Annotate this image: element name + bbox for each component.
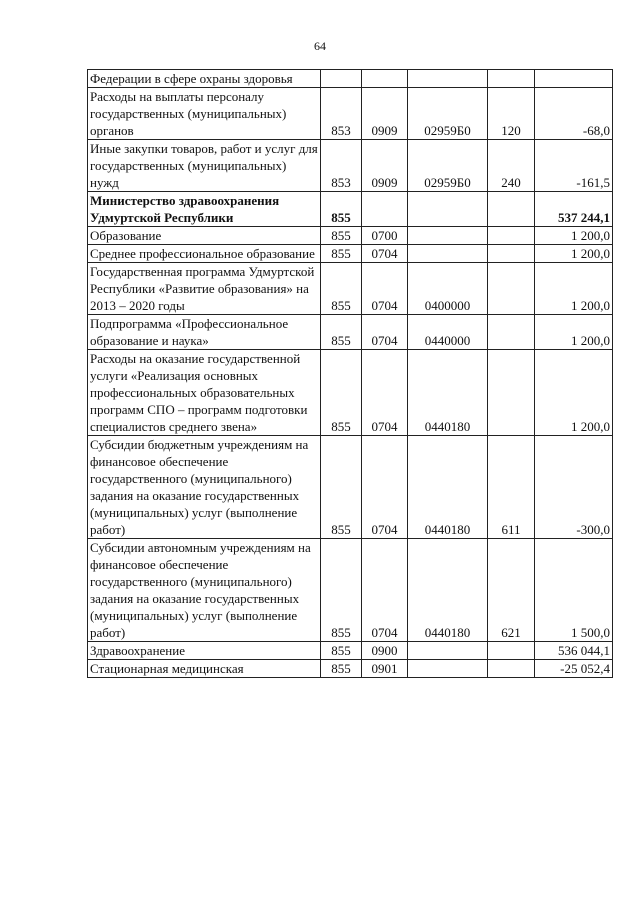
amount: 1 200,0 <box>535 315 613 350</box>
row-name: Государственная программа Удмуртской Республики «Развитие образования» на 2013 – 2020 годы <box>88 263 321 315</box>
ministry-code: 855 <box>321 192 362 227</box>
table-row <box>88 70 613 88</box>
table-row <box>88 539 613 642</box>
row-name: Расходы на выплаты персоналу государственных (муниципальных) органов <box>88 88 321 140</box>
table-row <box>88 350 613 436</box>
target-article-code <box>408 642 488 660</box>
target-article-code: 0440180 <box>408 436 488 539</box>
target-article-code: 0440180 <box>408 539 488 642</box>
target-article-code <box>408 245 488 263</box>
ministry-code: 853 <box>321 88 362 140</box>
expense-type-code <box>488 263 535 315</box>
expense-type-code <box>488 70 535 88</box>
amount: -25 052,4 <box>535 660 613 678</box>
row-name: Образование <box>88 227 321 245</box>
table-row <box>88 263 613 315</box>
ministry-code <box>321 70 362 88</box>
expense-type-code <box>488 642 535 660</box>
target-article-code <box>408 227 488 245</box>
amount: 1 200,0 <box>535 245 613 263</box>
ministry-code: 855 <box>321 350 362 436</box>
target-article-code: 0400000 <box>408 263 488 315</box>
target-article-code <box>408 192 488 227</box>
section-code: 0700 <box>362 227 408 245</box>
expense-type-code <box>488 350 535 436</box>
section-code: 0909 <box>362 140 408 192</box>
amount: 537 244,1 <box>535 192 613 227</box>
row-name: Здравоохранение <box>88 642 321 660</box>
amount: 1 200,0 <box>535 263 613 315</box>
table-row <box>88 88 613 140</box>
expense-type-code: 240 <box>488 140 535 192</box>
table-row <box>88 315 613 350</box>
ministry-code: 855 <box>321 245 362 263</box>
row-name: Расходы на оказание государственной услуги «Реализация основных профессиональных образовательных программ СПО – программ подготовки специалистов среднего звена» <box>88 350 321 436</box>
section-code: 0901 <box>362 660 408 678</box>
ministry-code: 855 <box>321 539 362 642</box>
expense-type-code: 611 <box>488 436 535 539</box>
section-code: 0704 <box>362 350 408 436</box>
row-name: Среднее профессиональное образование <box>88 245 321 263</box>
row-name: Стационарная медицинская <box>88 660 321 678</box>
row-name: Субсидии автономным учреждениям на финансовое обеспечение государственного (муниципального) задания на оказание государственных (муниципальных) услуг (выполнение работ) <box>88 539 321 642</box>
target-article-code: 0440180 <box>408 350 488 436</box>
row-name: Федерации в сфере охраны здоровья <box>88 70 321 88</box>
table-row <box>88 227 613 245</box>
amount: 1 200,0 <box>535 350 613 436</box>
expense-type-code: 621 <box>488 539 535 642</box>
expense-type-code <box>488 227 535 245</box>
amount: -161,5 <box>535 140 613 192</box>
amount <box>535 70 613 88</box>
target-article-code <box>408 660 488 678</box>
page-number: 64 <box>314 39 326 53</box>
target-article-code <box>408 70 488 88</box>
section-code: 0704 <box>362 436 408 539</box>
section-code: 0704 <box>362 315 408 350</box>
ministry-code: 855 <box>321 263 362 315</box>
table-row <box>88 642 613 660</box>
ministry-code: 855 <box>321 315 362 350</box>
table-row-ministry <box>88 192 613 227</box>
row-name: Субсидии бюджетным учреждениям на финансовое обеспечение государственного (муниципального) задания на оказание государственных (муниципальных) услуг (выполнение работ) <box>88 436 321 539</box>
table-row <box>88 140 613 192</box>
budget-table-body <box>88 70 613 678</box>
amount: -300,0 <box>535 436 613 539</box>
section-code: 0900 <box>362 642 408 660</box>
section-code: 0704 <box>362 263 408 315</box>
expense-type-code: 120 <box>488 88 535 140</box>
row-name: Подпрограмма «Профессиональное образование и наука» <box>88 315 321 350</box>
expense-type-code <box>488 315 535 350</box>
table-row <box>88 660 613 678</box>
expense-type-code <box>488 660 535 678</box>
section-code <box>362 70 408 88</box>
target-article-code: 0440000 <box>408 315 488 350</box>
table-row <box>88 436 613 539</box>
amount: 1 500,0 <box>535 539 613 642</box>
ministry-code: 855 <box>321 227 362 245</box>
expense-type-code <box>488 245 535 263</box>
amount: -68,0 <box>535 88 613 140</box>
ministry-code: 855 <box>321 436 362 539</box>
amount: 536 044,1 <box>535 642 613 660</box>
expense-type-code <box>488 192 535 227</box>
amount: 1 200,0 <box>535 227 613 245</box>
section-code: 0909 <box>362 88 408 140</box>
table-row <box>88 245 613 263</box>
section-code: 0704 <box>362 245 408 263</box>
ministry-code: 855 <box>321 642 362 660</box>
section-code: 0704 <box>362 539 408 642</box>
row-name: Министерство здравоохранения Удмуртской Республики <box>88 192 321 227</box>
target-article-code: 02959Б0 <box>408 140 488 192</box>
row-name: Иные закупки товаров, работ и услуг для государственных (муниципальных) нужд <box>88 140 321 192</box>
target-article-code: 02959Б0 <box>408 88 488 140</box>
ministry-code: 855 <box>321 660 362 678</box>
section-code <box>362 192 408 227</box>
ministry-code: 853 <box>321 140 362 192</box>
budget-table <box>87 69 613 678</box>
